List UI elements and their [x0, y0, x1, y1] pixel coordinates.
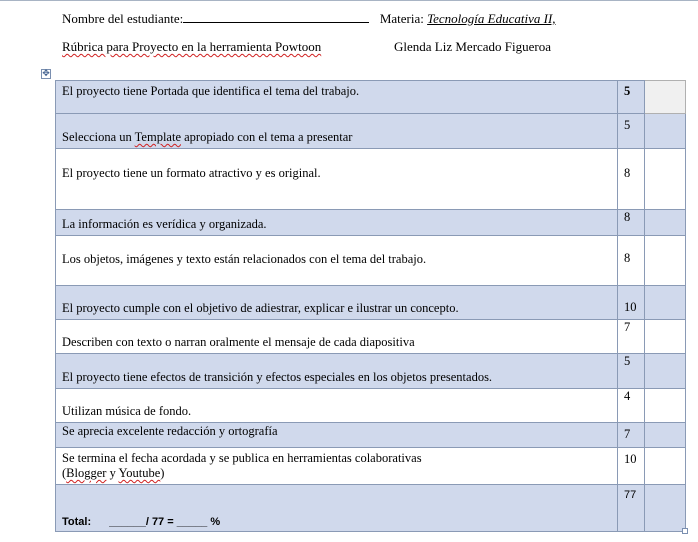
empty-cell[interactable] [645, 448, 686, 485]
score-cell[interactable]: 4 [618, 389, 645, 423]
total-row [56, 485, 686, 532]
table-row [56, 389, 686, 423]
criterion-text: y [106, 466, 119, 480]
criterion-text: ) [160, 466, 165, 480]
criterion-text: ( [62, 466, 67, 480]
criterion-cell[interactable] [56, 448, 618, 485]
empty-cell[interactable] [645, 114, 686, 149]
total-label: Total: [62, 516, 92, 528]
subject-value: Tecnología Educativa II, [427, 11, 556, 26]
total-formula: ______/ 77 = _____ % [109, 516, 221, 528]
table-row [56, 236, 686, 286]
criterion-cell[interactable]: El proyecto tiene efectos de transición y efectos especiales en los objetos presentados. [56, 354, 618, 389]
score-cell[interactable]: 10 [618, 286, 645, 320]
teacher-name: Glenda Liz Mercado Figueroa [394, 39, 552, 54]
criterion-text-spellcheck: Blogger [66, 466, 107, 480]
student-name-line [62, 11, 556, 27]
criterion-text-spellcheck: Youtube [118, 466, 161, 480]
empty-cell[interactable] [645, 210, 686, 236]
table-row [56, 423, 686, 448]
student-name-blank[interactable] [183, 11, 369, 23]
total-score-cell[interactable]: 77 [618, 485, 645, 532]
score-cell[interactable]: 5 [618, 81, 645, 114]
criterion-cell[interactable]: Describen con texto o narran oralmente el mensaje de cada diapositiva [56, 320, 618, 354]
empty-cell[interactable] [645, 389, 686, 423]
score-cell[interactable]: 7 [618, 423, 645, 448]
empty-cell[interactable] [645, 149, 686, 210]
student-label: Nombre del estudiante: [62, 11, 184, 26]
empty-cell[interactable] [645, 423, 686, 448]
rubric-table [55, 80, 686, 532]
subject-label: Materia: [379, 11, 424, 26]
criterion-cell[interactable] [56, 114, 618, 149]
table-row [56, 354, 686, 389]
table-row [56, 210, 686, 236]
empty-cell[interactable] [645, 354, 686, 389]
table-move-handle-icon[interactable]: ✥ [42, 69, 50, 79]
page-top-border [0, 0, 698, 1]
score-cell[interactable]: 8 [618, 210, 645, 236]
criterion-cell[interactable]: El proyecto tiene Portada que identifica el tema del trabajo. [56, 81, 618, 114]
criterion-text: Se termina el fecha acordada y se publica en herramientas colaborativas [62, 451, 422, 465]
empty-cell[interactable] [645, 236, 686, 286]
table-row [56, 149, 686, 210]
rubric-title [62, 39, 321, 55]
empty-cell[interactable] [645, 320, 686, 354]
table-row [56, 448, 686, 485]
criterion-cell[interactable]: Utilizan música de fondo. [56, 389, 618, 423]
criterion-text: Selecciona un [62, 130, 135, 144]
table-row [56, 286, 686, 320]
criterion-text-spellcheck: Template [134, 130, 181, 144]
criterion-text: apropiado con el tema a presentar [181, 130, 353, 144]
criterion-cell[interactable]: La información es verídica y organizada. [56, 210, 618, 236]
score-cell[interactable]: 8 [618, 236, 645, 286]
table-row [56, 320, 686, 354]
table-resize-handle-icon[interactable] [682, 528, 688, 534]
score-cell[interactable]: 7 [618, 320, 645, 354]
total-cell[interactable] [56, 485, 618, 532]
empty-cell[interactable] [645, 485, 686, 532]
score-cell[interactable]: 5 [618, 354, 645, 389]
criterion-cell[interactable]: El proyecto tiene un formato atractivo y es original. [56, 149, 618, 210]
table-row [56, 114, 686, 149]
criterion-cell[interactable]: Los objetos, imágenes y texto están relacionados con el tema del trabajo. [56, 236, 618, 286]
table-row [56, 81, 686, 114]
criterion-cell[interactable]: Se aprecia excelente redacción y ortografía [56, 423, 618, 448]
score-cell[interactable]: 5 [618, 114, 645, 149]
empty-cell[interactable] [645, 286, 686, 320]
empty-cell[interactable] [645, 81, 686, 114]
score-cell[interactable]: 8 [618, 149, 645, 210]
rubric-title-text: Rúbrica para Proyecto en la herramienta Powtoon [62, 39, 322, 54]
score-cell[interactable]: 10 [618, 448, 645, 485]
criterion-cell[interactable]: El proyecto cumple con el objetivo de adiestrar, explicar e ilustrar un concepto. [56, 286, 618, 320]
